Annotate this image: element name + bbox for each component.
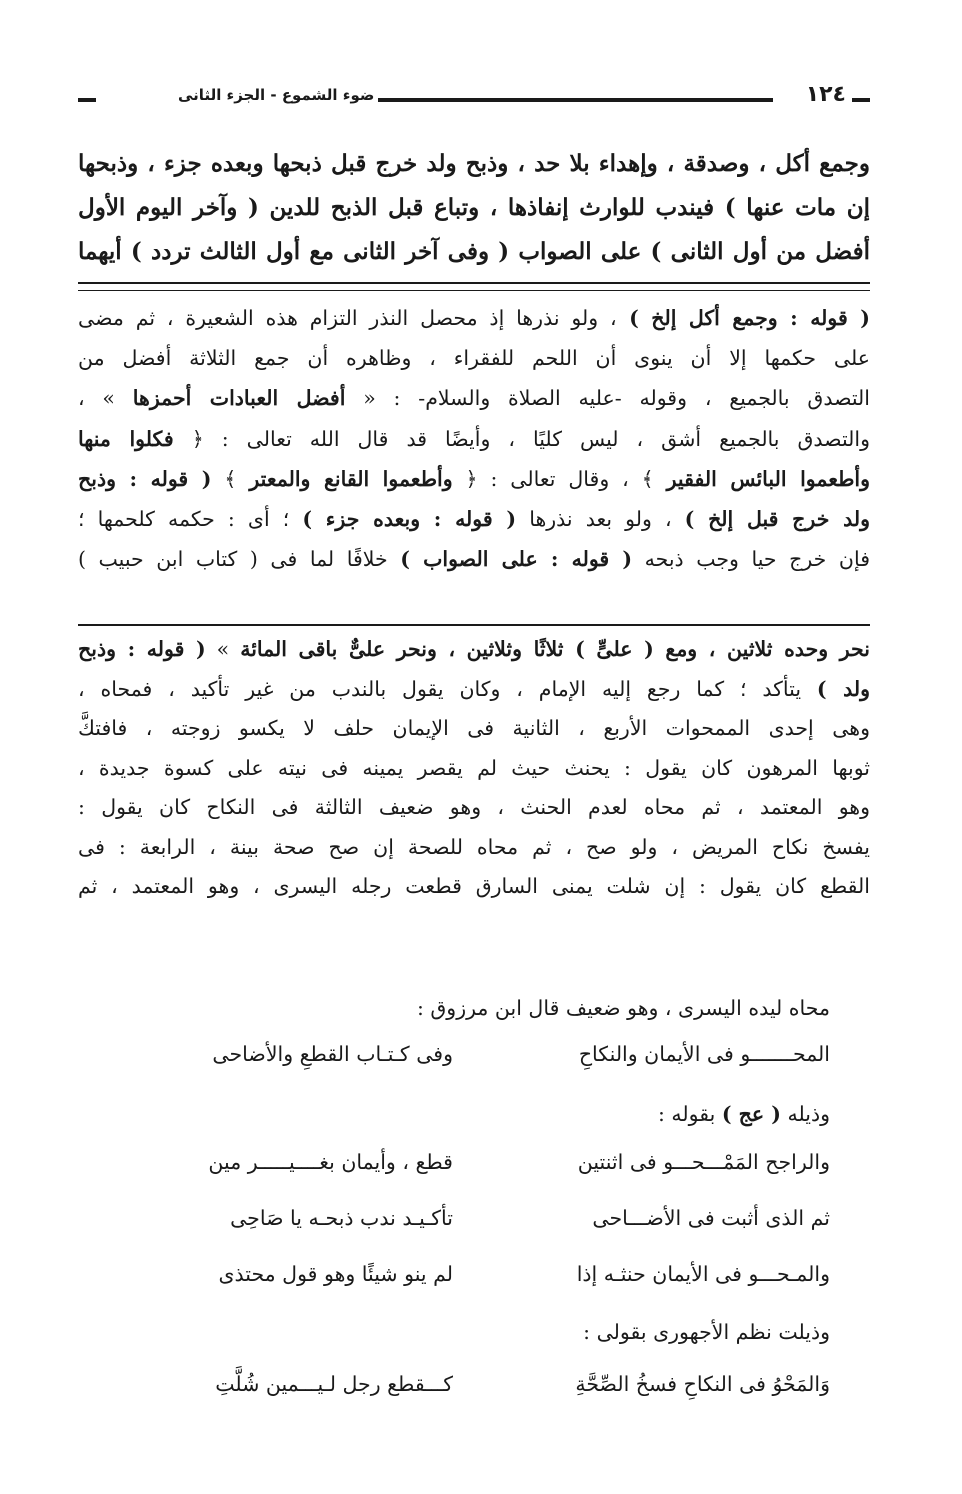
poem-verse xyxy=(78,1198,870,1238)
verse-first-hemistich: والمـحـــو فى الأيمان حنثـه إذا xyxy=(576,1262,830,1286)
poem-intro-bold: ( عج ) xyxy=(721,1102,781,1126)
commentary-line xyxy=(78,459,870,499)
verse-first-hemistich: ثم الذى أثبت فى الأضـــاحى xyxy=(592,1206,830,1230)
verse-second-hemistich: كـــقطع رجل لـيـــمين شُلَّتِ xyxy=(215,1372,453,1396)
commentary-line xyxy=(78,419,870,459)
verse-second-hemistich: قطع ، وأيمان بغــــيـــــر مين xyxy=(208,1150,453,1174)
matn-text xyxy=(78,142,870,274)
commentary-bold-segment: ( قوله : وجمع أكل إلخ ) xyxy=(616,306,870,330)
commentary-line xyxy=(78,499,870,539)
commentary-segment: خلافًا لما فى ( كتاب ابن حبيب ) xyxy=(78,547,401,572)
commentary-segment: ، ولو بعد نذرها xyxy=(516,507,685,532)
commentary-segment: يتأكد ؛ كما رجع إليه الإمام ، وكان يقول بالندب من غير تأكيد ، فمحاه ، xyxy=(78,676,817,701)
commentary-segment: ؛ أى : حكمه كلحمها ؛ xyxy=(78,507,303,532)
commentary-line xyxy=(78,749,870,789)
commentary-line xyxy=(78,709,870,749)
commentary-upper xyxy=(78,298,870,579)
commentary-bold-segment: ( قوله : وذبح xyxy=(78,466,212,491)
commentary-segment: فإن خرج حيا وجب ذبحه xyxy=(632,547,870,572)
commentary-line xyxy=(78,378,870,418)
commentary-bold-segment: ولد خرج قبل إلخ ) xyxy=(684,507,870,532)
commentary-line xyxy=(78,670,870,710)
poem-intro xyxy=(78,1094,830,1134)
verse-second-hemistich: تأكـيـد ندب ذبحـه يا صَاحِى xyxy=(230,1206,453,1230)
header-dash-right xyxy=(852,98,870,102)
commentary-line xyxy=(78,788,870,828)
poem-verse xyxy=(78,1364,870,1404)
commentary-line xyxy=(78,630,870,670)
commentary-line xyxy=(78,867,870,907)
commentary-lower xyxy=(78,630,870,907)
commentary-segment: يفسخ نكاح المريض ، ولو صح ، ثم محاه للصحة إن صح صحة بينة ، الرابعة : فى xyxy=(78,834,870,859)
commentary-segment: ثوبها المرهون كان يقول : يحنث حيث لم يقصر يمينه فى نيته على كسوة جديدة ، xyxy=(78,755,870,780)
commentary-bold-segment: ( قوله : وبعده جزء ) xyxy=(302,507,517,532)
poem-verse xyxy=(78,1142,870,1182)
verse-first-hemistich: وَالمَحْوُ فى النكاحِ فسخُ الصِّحَّةِ xyxy=(575,1372,830,1396)
commentary-segment: على حكمها إلا أن ينوى أن اللحم للفقراء ، وظاهره أن جمع الثلاثة أفضل من xyxy=(78,346,870,371)
matn-line: وجمع أكل ، وصدقة ، وإهداء بلا حد ، وذبح ولد خرج قبل ذبحها وبعده جزء ، وذبحها xyxy=(78,150,870,177)
header-dash-left xyxy=(78,98,96,102)
commentary-segment: التصدق بالجميع ، وقوله -عليه الصلاة والسلام- : « xyxy=(345,386,870,411)
verse-first-hemistich: والراجح المَمْـــحـــو فى اثنتين xyxy=(577,1150,830,1174)
matn-divider-thick xyxy=(78,282,870,284)
matn-line: أفضل من أول الثانى ) على الصواب ( وفى آخر الثانى مع أول الثالث تردد ) أيهما xyxy=(78,238,870,265)
commentary-bold-segment: فكلوا منها xyxy=(78,426,174,451)
poem-intro-text: وذيله xyxy=(780,1102,830,1126)
poem-verse xyxy=(78,1254,870,1294)
verse-second-hemistich: وفى كـتـاب القطعِ والأضاحى xyxy=(212,1042,453,1066)
commentary-segment: ﴾ ، وقال تعالى : ﴿ xyxy=(452,466,667,491)
commentary-bold-segment: أفضل العبادات أحمزها xyxy=(132,386,346,411)
commentary-segment: وهو المعتمد ، ثم محاه لعدم الحنث ، وهو ضعيف الثالثة فى النكاح كان يقول : xyxy=(78,795,870,819)
commentary-segment: القطع كان يقول : إن شلت يمنى السارق قطعت رجله اليسرى ، وهو المعتمد ، ثم xyxy=(78,874,870,898)
commentary-segment: ﴾ xyxy=(211,466,250,491)
commentary-segment: » xyxy=(205,637,241,661)
book-title: ضوء الشموع - الجزء الثانى xyxy=(178,86,375,104)
running-header xyxy=(78,82,870,112)
poem-verse xyxy=(78,1034,870,1074)
poem-intro-text: بقوله : xyxy=(657,1102,722,1126)
commentary-bold-segment: ( قوله : على الصواب ) xyxy=(400,547,633,572)
matn-line: إن مات عنها ) فيندب للوارث إنفاذها ، وتباع قبل الذبح للدين ( وآخر اليوم الأول xyxy=(78,194,870,221)
commentary-last-line: محاه ليده اليسرى ، وهو ضعيف قال ابن مرزوق : xyxy=(416,996,830,1020)
commentary-segment: والتصدق بالجميع أشق ، ليس كليًا ، وأيضًا قد قال الله تعالى : ﴿ xyxy=(173,426,870,451)
commentary-segment: » ، xyxy=(78,386,133,411)
commentary-line xyxy=(78,828,870,868)
commentary-bold-segment: ( قوله : وذبح xyxy=(78,637,206,661)
verse-first-hemistich: المحـــــــو فى الأيمان والنكاحِ xyxy=(578,1042,830,1066)
matn-divider-thin xyxy=(78,290,870,291)
commentary-divider xyxy=(78,624,870,626)
verse-second-hemistich: لم ينو شيئًا وهو قول محتذى xyxy=(218,1262,453,1286)
commentary-segment: ، ولو نذرها إذ محصل النذر التزام هذه الشعيرة ، ثم مضى xyxy=(78,306,617,330)
commentary-bold-segment: وأطعموا القانع والمعتر xyxy=(249,466,453,491)
commentary-line xyxy=(78,338,870,378)
commentary-line xyxy=(78,298,870,338)
header-rule xyxy=(378,98,773,102)
page-number: ١٢٤ xyxy=(805,82,846,107)
commentary-bold-segment: ولد ) xyxy=(816,676,870,701)
commentary-line xyxy=(78,539,870,579)
commentary-segment: وهى إحدى الممحوات الأربع ، الثانية فى الإيمان حلف لا يكسو زوجته ، فافتكَّ xyxy=(78,716,870,740)
commentary-bold-segment: وأطعموا البائس الفقير xyxy=(666,466,870,491)
commentary-bold-segment: نحر وحده ثلاثين ، ومع ( علىٍّ ) ثلاثًا وثلاثين ، ونحر علىٌّ باقى المائة xyxy=(240,637,870,661)
poem-intro: وذيلت نظم الأجهورى بقولى : xyxy=(583,1320,830,1344)
